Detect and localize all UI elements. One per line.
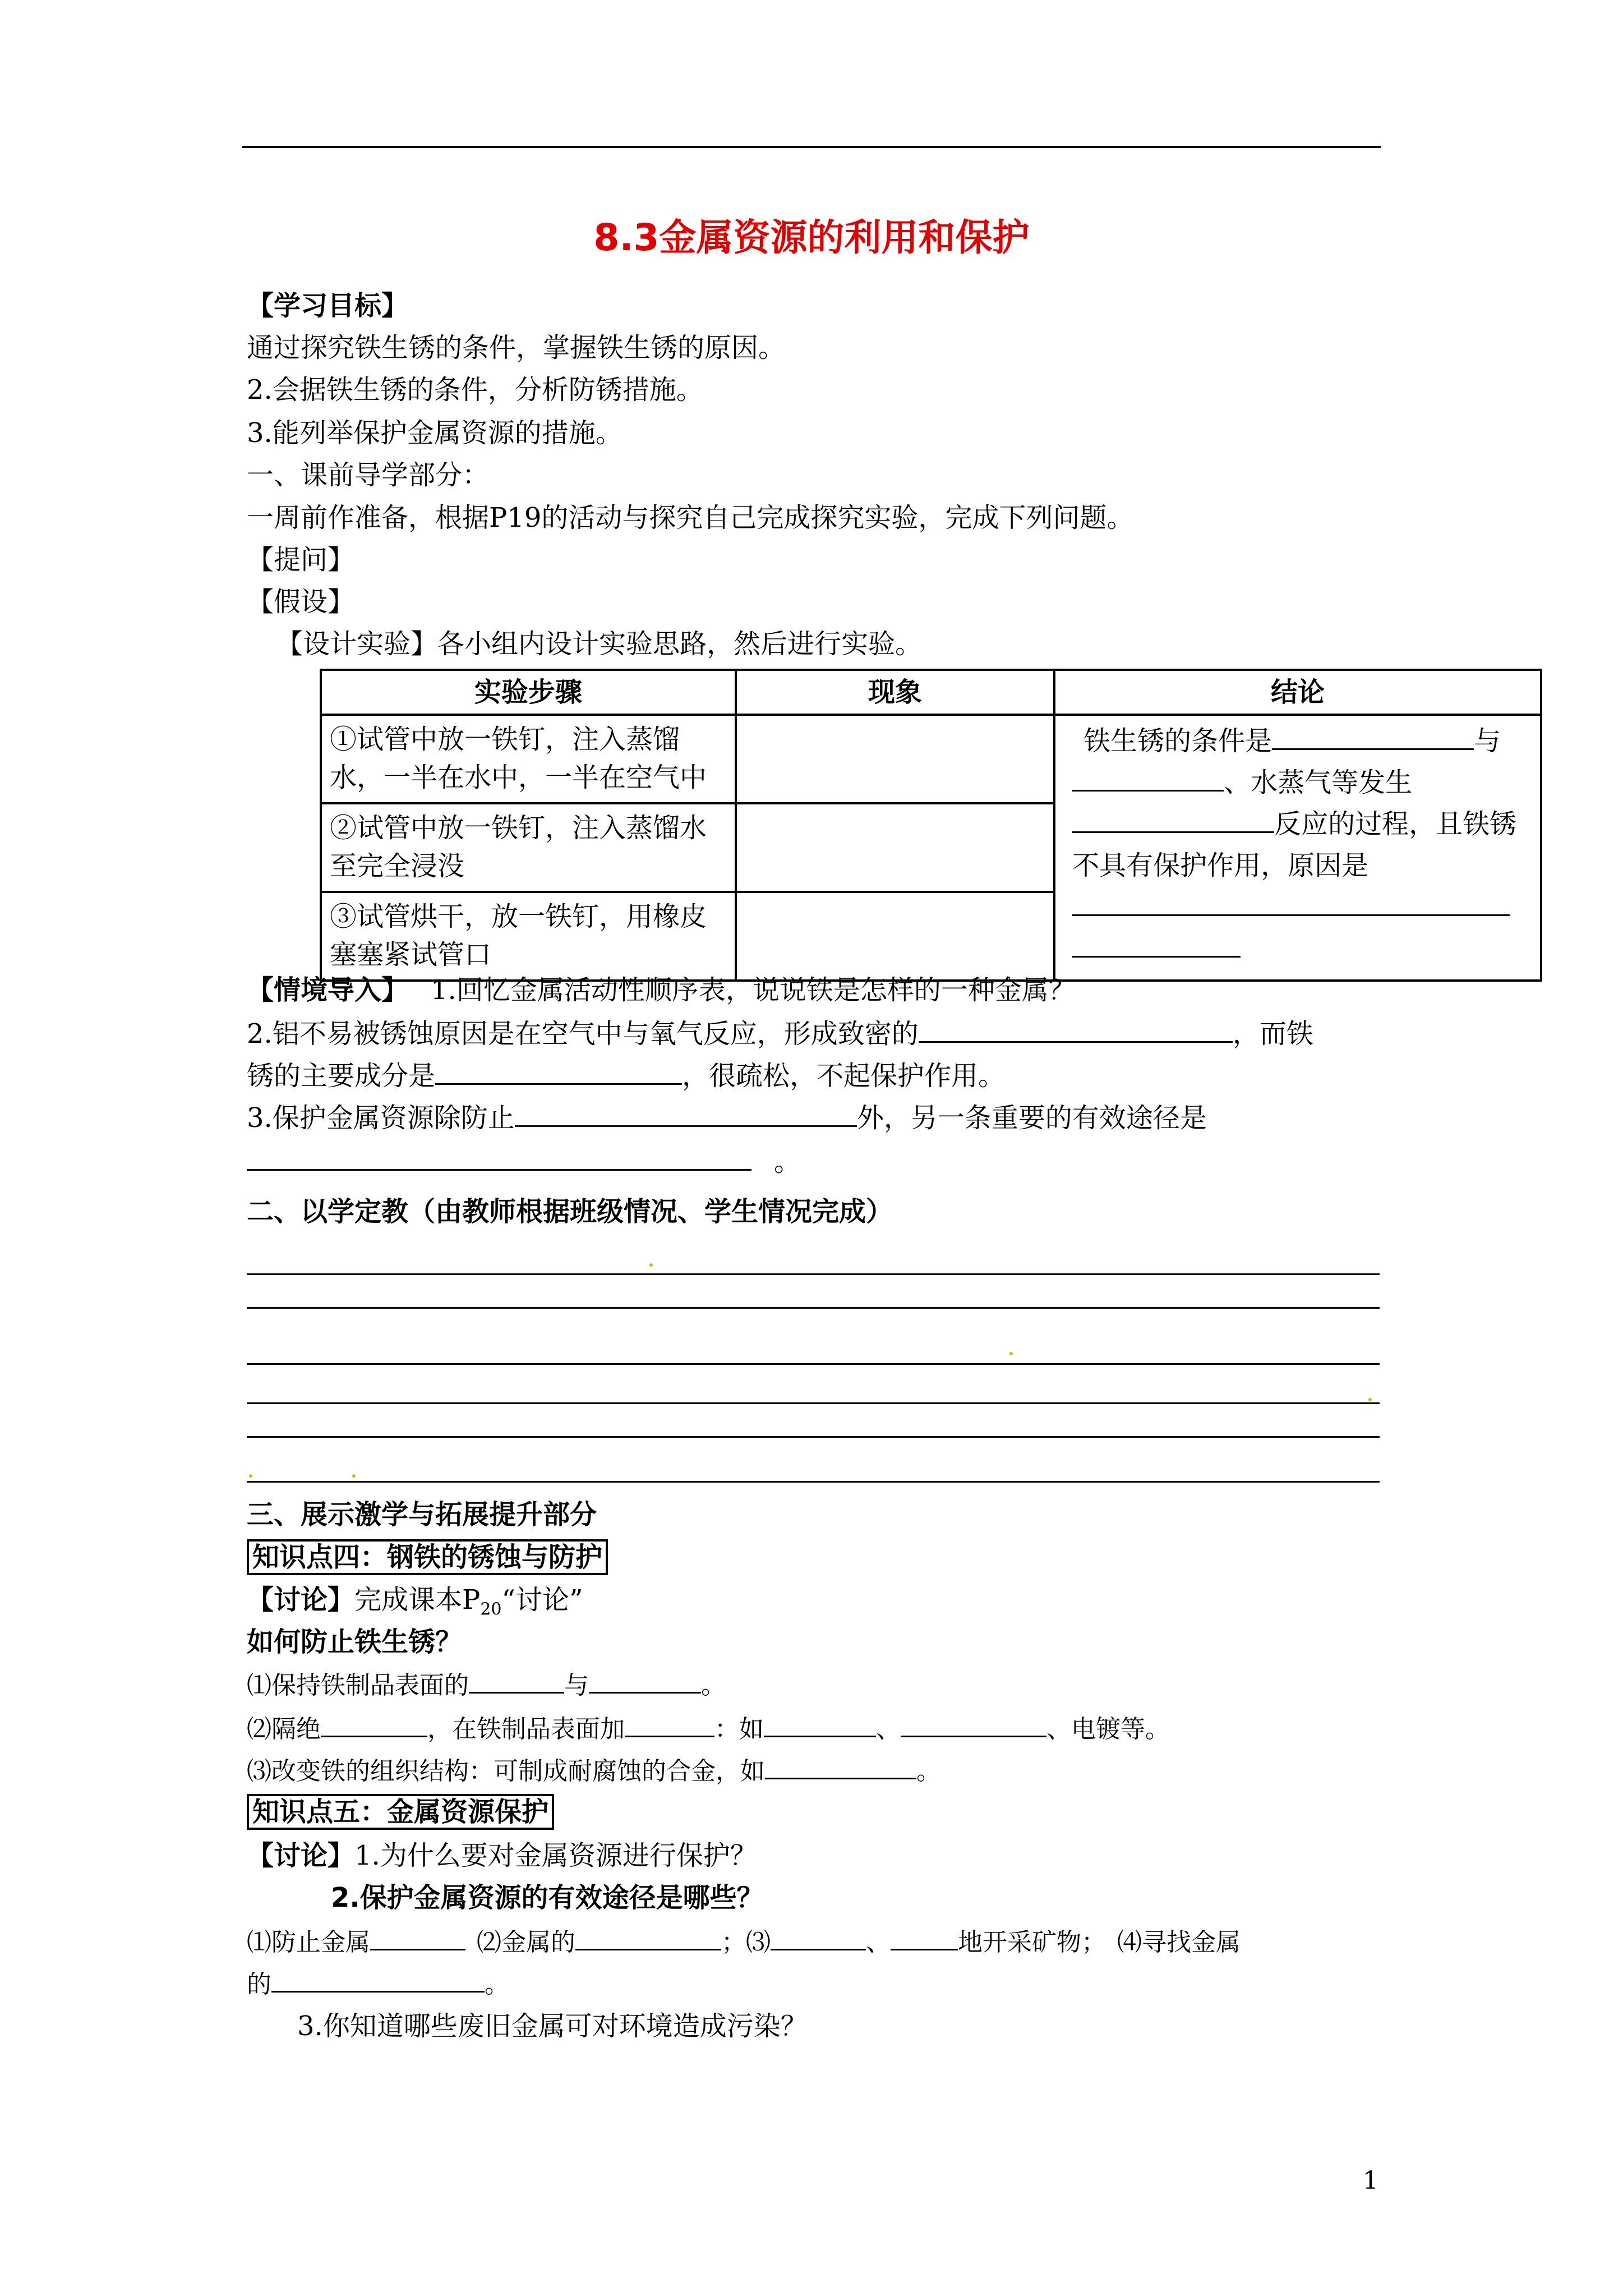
discuss-question-3: 3.你知道哪些废旧金属可对环境造成污染？	[297, 2010, 808, 2042]
blank-reaction-type[interactable]	[1072, 807, 1274, 833]
discuss-line: 【讨论】完成课本$P_{20}“$讨论”	[247, 1584, 583, 1619]
section3-heading: 三、展示激学与拓展提升部分	[247, 1499, 597, 1530]
table-phenomenon-2[interactable]	[736, 803, 1054, 892]
answer-rule-2	[247, 1307, 1380, 1309]
answer-rule-3	[247, 1363, 1380, 1365]
answer-rule-5	[247, 1436, 1380, 1438]
table-phenomenon-3[interactable]	[736, 892, 1054, 981]
design-label: 【设计实验】各小组内设计实验思路，然后进行实验。	[276, 628, 923, 660]
blank-isolate[interactable]	[321, 1711, 427, 1737]
blank-alloy[interactable]	[765, 1753, 916, 1779]
blank-prevent-metal[interactable]	[370, 1924, 465, 1950]
knowledge-point-5-line	[247, 1795, 554, 1829]
objectives-header: 【学习目标】	[247, 290, 409, 321]
answer-rule-4	[247, 1402, 1380, 1404]
blank-coating[interactable]	[625, 1711, 714, 1737]
table-phenomenon-1[interactable]	[736, 715, 1054, 803]
prevent-item-1: ⑴保持铁制品表面的 与 。	[247, 1667, 726, 1703]
blank-mining-1[interactable]	[771, 1924, 866, 1950]
blank-reason-2[interactable]	[1072, 931, 1241, 958]
answer-rule-6	[247, 1481, 1380, 1483]
table-header-phenomenon: 现象	[736, 670, 1054, 715]
table-conclusion: 铁生锈的条件是 与 、水蒸气等发生 反应的过程，且铁锈不具有保护作用，原因是	[1054, 715, 1541, 981]
knowledge-point-5: 知识点五：金属资源保护	[247, 1794, 554, 1830]
situation-q1: 1.回忆金属活动性顺序表，说说铁是怎样的一种金属？	[431, 974, 1076, 1006]
table-step-1: ①试管中放一铁钉，注入蒸馏水，一半在水中，一半在空气中	[321, 715, 736, 803]
situation-q3-cont: 。	[247, 1144, 801, 1179]
blank-prevent[interactable]	[515, 1101, 857, 1127]
blank-rust-component[interactable]	[435, 1059, 682, 1085]
prevent-item-3: ⑶改变铁的组织结构：可制成耐腐蚀的合金，如 。	[247, 1753, 941, 1788]
blank-example-1[interactable]	[764, 1711, 876, 1737]
discuss-question-1: 1.为什么要对金属资源进行保护？	[354, 1840, 757, 1871]
blank-mining-2[interactable]	[891, 1924, 958, 1950]
table-step-3: ③试管烘干，放一铁钉，用橡皮塞塞紧试管口	[321, 892, 736, 981]
knowledge-point-4-line	[247, 1540, 608, 1574]
hypothesis-label: 【假设】	[247, 586, 355, 618]
ways-line-1: ⑴防止金属 ⑵金属的 ；⑶ 、 地开采矿物； ⑷寻找金属	[247, 1924, 1241, 1959]
situation-q3-line: 3.保护金属资源除防止 外，另一条重要的有效途径是	[247, 1101, 1207, 1135]
objective-1: 通过探究铁生锈的条件，掌握铁生锈的原因。	[247, 332, 786, 364]
ask-label: 【提问】	[247, 544, 355, 576]
situation-q1-line	[247, 973, 1076, 1007]
discuss-question-2: 2.保护金属资源的有效途径是哪些？	[331, 1882, 764, 1913]
blank-surface-1[interactable]	[469, 1667, 564, 1694]
blank-rust-condition-1[interactable]	[1272, 724, 1474, 750]
situation-label: 【情境导入】	[247, 974, 409, 1006]
blank-example-2[interactable]	[901, 1711, 1046, 1737]
table-header-steps: 实验步骤	[321, 670, 736, 715]
blank-reason-1[interactable]	[1072, 890, 1510, 916]
blank-recycle[interactable]	[575, 1924, 721, 1950]
blank-surface-2[interactable]	[589, 1667, 701, 1694]
section1-heading: 一、课前导学部分：	[247, 459, 490, 491]
page-number: 1	[1363, 2166, 1378, 2195]
blank-rust-condition-2[interactable]	[1072, 765, 1224, 792]
section1-intro: 一周前作准备，根据P19的活动与探究自己完成探究实验，完成下列问题。	[247, 502, 1134, 533]
knowledge-point-4: 知识点四：钢铁的锈蚀与防护	[247, 1539, 608, 1575]
objective-2: 2.会据铁生锈的条件，分析防锈措施。	[247, 374, 703, 406]
blank-oxide-film[interactable]	[919, 1016, 1233, 1043]
section2-heading: 二、以学定教（由教师根据班级情况、学生情况完成）	[247, 1196, 893, 1227]
header-rule	[242, 146, 1381, 148]
discuss-2-line: 【讨论】1.为什么要对金属资源进行保护？	[247, 1840, 757, 1871]
table-step-2: ②试管中放一铁钉，注入蒸馏水至完全浸没	[321, 803, 736, 892]
situation-q2-line: 2.铝不易被锈蚀原因是在空气中与氧气反应，形成致密的 ，而铁	[247, 1016, 1313, 1051]
prevent-item-2: ⑵隔绝 ，在铁制品表面加 ：如 、 、电镀等。	[247, 1711, 1170, 1746]
table-header-conclusion: 结论	[1054, 670, 1541, 715]
page-title: 8.3金属资源的利用和保护	[593, 216, 1030, 259]
answer-rule-1	[247, 1273, 1380, 1275]
objective-3: 3.能列举保护金属资源的措施。	[247, 417, 623, 449]
situation-q2-cont: 锈的主要成分是 ，很疏松，不起保护作用。	[247, 1059, 1005, 1093]
ways-line-2: 的 。	[247, 1966, 509, 2001]
blank-other-way[interactable]	[247, 1144, 751, 1171]
experiment-table	[320, 669, 1542, 982]
how-prevent-heading: 如何防止铁生锈？	[247, 1626, 463, 1658]
blank-substitute[interactable]	[271, 1966, 485, 1993]
